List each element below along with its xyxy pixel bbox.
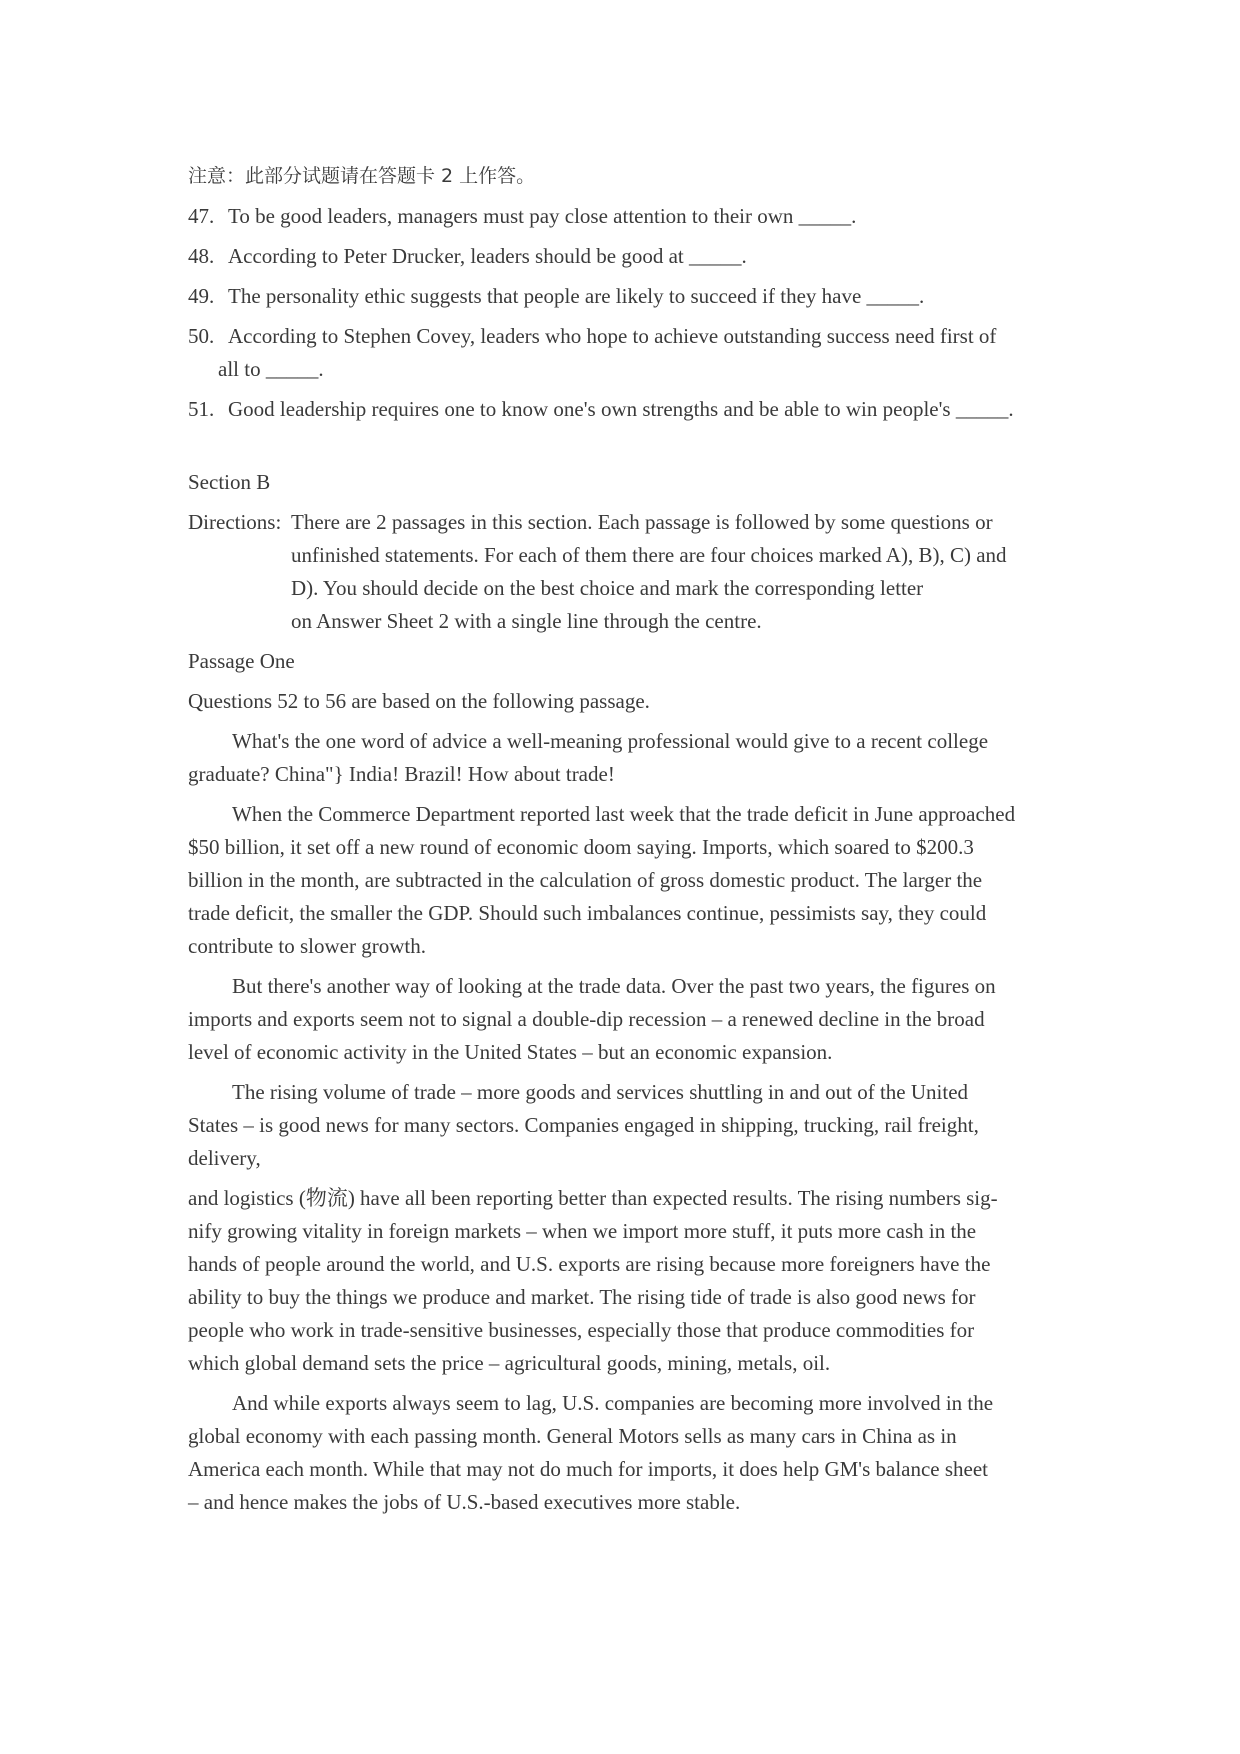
passage-intro: Questions 52 to 56 are based on the following passage. xyxy=(188,689,650,713)
paragraph-line: hands of people around the world, and U.S. exports are rising because more foreigners have the xyxy=(188,1252,991,1276)
passage-paragraph xyxy=(188,1387,1058,1519)
question-number: 47. xyxy=(188,204,215,228)
question-text-continued: all to _____. xyxy=(218,357,324,381)
question-number: 49. xyxy=(188,284,215,308)
passage-paragraph xyxy=(188,970,1058,1069)
paragraph-line: delivery, xyxy=(188,1146,261,1170)
passage-paragraph xyxy=(188,1076,1058,1175)
question-number: 51. xyxy=(188,397,215,421)
question-49 xyxy=(188,280,1058,313)
question-text: The personality ethic suggests that people are likely to succeed if they have _____. xyxy=(228,284,925,308)
question-47 xyxy=(188,200,1058,233)
paragraph-line: ability to buy the things we produce and market. The rising tide of trade is also good news for xyxy=(188,1285,976,1309)
paragraph-line: $50 billion, it set off a new round of economic doom saying. Imports, which soared to $200.3 xyxy=(188,835,974,859)
paragraph-line: imports and exports seem not to signal a double-dip recession – a renewed decline in the broad xyxy=(188,1007,985,1031)
paragraph-line: When the Commerce Department reported last week that the trade deficit in June approached xyxy=(232,802,1016,826)
directions-line: unfinished statements. For each of them there are four choices marked A), B), C) and xyxy=(291,543,1007,567)
paragraph-line: – and hence makes the jobs of U.S.-based executives more stable. xyxy=(188,1490,741,1514)
passage-paragraph xyxy=(188,1182,1058,1380)
passage-body xyxy=(188,725,1058,1519)
question-number: 50. xyxy=(188,324,215,348)
passage-paragraph xyxy=(188,725,1058,791)
directions-line: There are 2 passages in this section. Each passage is followed by some questions or xyxy=(291,510,993,534)
paragraph-line: and logistics (物流) have all been reporting better than expected results. The rising numbers sig- xyxy=(188,1186,998,1210)
question-50 xyxy=(188,320,1058,386)
paragraph-line: States – is good news for many sectors. Companies engaged in shipping, trucking, rail freight, xyxy=(188,1113,979,1137)
directions-line: on Answer Sheet 2 with a single line through the centre. xyxy=(291,609,762,633)
paragraph-line: The rising volume of trade – more goods and services shuttling in and out of the United xyxy=(232,1080,969,1104)
exam-page xyxy=(188,160,1058,1526)
paragraph-line: graduate? China"} India! Brazil! How about trade! xyxy=(188,762,615,786)
question-text: According to Peter Drucker, leaders should be good at _____. xyxy=(228,244,747,268)
question-list xyxy=(188,200,1058,426)
paragraph-line: level of economic activity in the United States – but an economic expansion. xyxy=(188,1040,833,1064)
directions-line: D). You should decide on the best choice and mark the corresponding letter xyxy=(291,576,924,600)
question-48 xyxy=(188,240,1058,273)
paragraph-line: What's the one word of advice a well-meaning professional would give to a recent college xyxy=(232,729,989,753)
directions-block xyxy=(188,506,1058,638)
paragraph-line: nify growing vitality in foreign markets – when we import more stuff, it puts more cash in the xyxy=(188,1219,977,1243)
passage-title: Passage One xyxy=(188,649,295,673)
question-51 xyxy=(188,393,1058,426)
notice-line: 注意：此部分试题请在答题卡 2 上作答。 xyxy=(188,165,536,187)
directions-label: Directions: xyxy=(188,510,282,534)
paragraph-line: But there's another way of looking at the trade data. Over the past two years, the figures on xyxy=(232,974,996,998)
paragraph-line: trade deficit, the smaller the GDP. Should such imbalances continue, pessimists say, they could xyxy=(188,901,987,925)
passage-paragraph xyxy=(188,798,1058,963)
paragraph-line: billion in the month, are subtracted in the calculation of gross domestic product. The larger the xyxy=(188,868,983,892)
paragraph-line: contribute to slower growth. xyxy=(188,934,426,958)
paragraph-line: And while exports always seem to lag, U.S. companies are becoming more involved in the xyxy=(232,1391,994,1415)
paragraph-line: people who work in trade-sensitive businesses, especially those that produce commodities for xyxy=(188,1318,975,1342)
question-text: According to Stephen Covey, leaders who hope to achieve outstanding success need first of xyxy=(228,324,997,348)
paragraph-line: America each month. While that may not do much for imports, it does help GM's balance sheet xyxy=(188,1457,989,1481)
paragraph-line: global economy with each passing month. General Motors sells as many cars in China as in xyxy=(188,1424,957,1448)
question-number: 48. xyxy=(188,244,215,268)
paragraph-line: which global demand sets the price – agricultural goods, mining, metals, oil. xyxy=(188,1351,831,1375)
question-text: Good leadership requires one to know one's own strengths and be able to win people's _____. xyxy=(228,397,1014,421)
question-text: To be good leaders, managers must pay close attention to their own _____. xyxy=(228,204,857,228)
section-title: Section B xyxy=(188,470,271,494)
